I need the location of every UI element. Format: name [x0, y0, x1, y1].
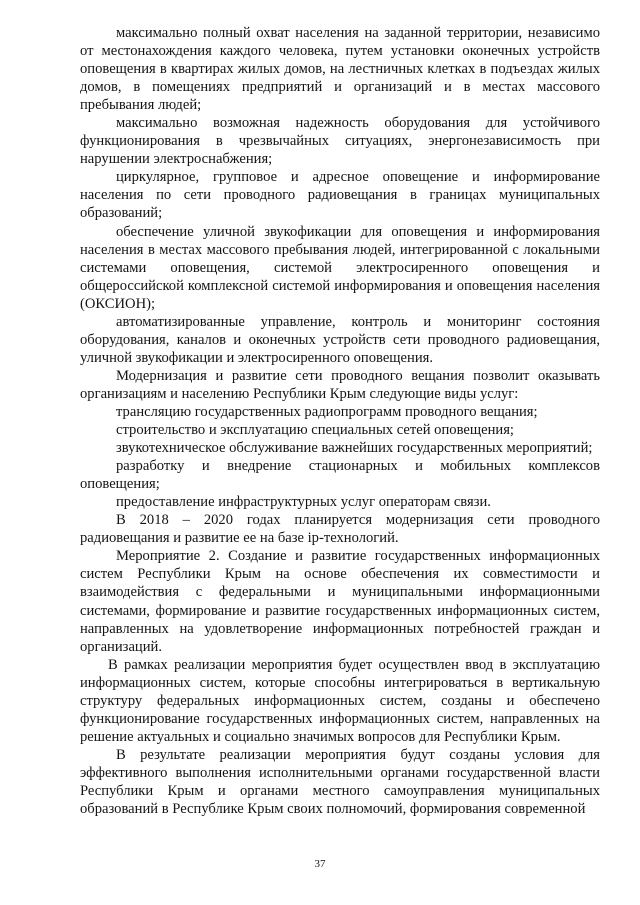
paragraph-reliability: максимально возможная надежность оборудования для устойчивого функционирования в чрезвычайных ситуациях, энергонезависимость при нарушении электроснабжения; [80, 115, 600, 168]
paragraph-service-broadcast: трансляцию государственных радиопрограмм проводного вещания; [116, 403, 538, 420]
paragraph-measure-2: Мероприятие 2. Создание и развитие государственных информационных систем Республики Крым на основе обеспечения их совместимости и взаимодействия с федеральными и муниципальными информационными системами, формирование и развитие государственных информационных систем, направленных на удовлетворение информационных потребностей граждан и организаций. [80, 548, 600, 655]
paragraph-service-complexes: разработку и внедрение стационарных и мобильных комплексов оповещения; [80, 458, 600, 493]
body-text [80, 24, 600, 818]
paragraph-street-soundification: обеспечение уличной звукофикации для оповещения и информирования населения в местах массового пребывания людей, интегрированной с локальными системами оповещения, системой электросиренного оповещения и общероссийской комплексной системой информирования и оповещения населения (ОКСИОН); [80, 223, 600, 312]
paragraph-service-construction: строительство и эксплуатацию специальных сетей оповещения; [116, 422, 514, 439]
paragraph-coverage: максимально полный охват населения на заданной территории, независимо от местонахождения каждого человека, путем установки оконечных устройств оповещения в квартирах жилых домов, на лестничных клетках в подъездах жилых домов, в помещениях предприятий и организаций и в местах массового пребывания людей; [80, 25, 600, 114]
paragraph-automated-control: автоматизированные управление, контроль и мониторинг состояния оборудования, каналов и оконечных устройств сети проводного радиовещания, уличной звукофикации и электросиренного оповещения. [80, 313, 600, 366]
paragraph-service-events: звукотехническое обслуживание важнейших государственных мероприятий; [116, 440, 593, 457]
paragraph-circular-notification: циркулярное, групповое и адресное оповещение и информирование населения по сети проводного радиовещания в границах муниципальных образований; [80, 169, 600, 222]
paragraph-implementation: В рамках реализации мероприятия будет осуществлен ввод в эксплуатацию информационных систем, которые способны интегрироваться в вертикальную структуру федеральных информационных систем, созданы и обеспечено функционирование государственных информационных систем, направленных на решение актуальных и социально значимых вопросов для Республики Крым. [80, 656, 600, 745]
paragraph-service-infrastructure: предоставление инфраструктурных услуг операторам связи. [116, 494, 491, 511]
paragraph-results: В результате реализации мероприятия будут созданы условия для эффективного выполнения исполнительными органами государственной власти Республики Крым и органами местного самоуправления муниципальных образований в Республике Крым своих полномочий, формирования современной [80, 746, 600, 818]
paragraph-modernization: Модернизация и развитие сети проводного вещания позволит оказывать организациям и населению Республики Крым следующие виды услуг: [80, 367, 600, 402]
paragraph-plan-2018-2020: В 2018 – 2020 годах планируется модернизация сети проводного радиовещания и развитие ее на базе ip-технологий. [80, 512, 600, 547]
page-number: 37 [314, 858, 326, 870]
